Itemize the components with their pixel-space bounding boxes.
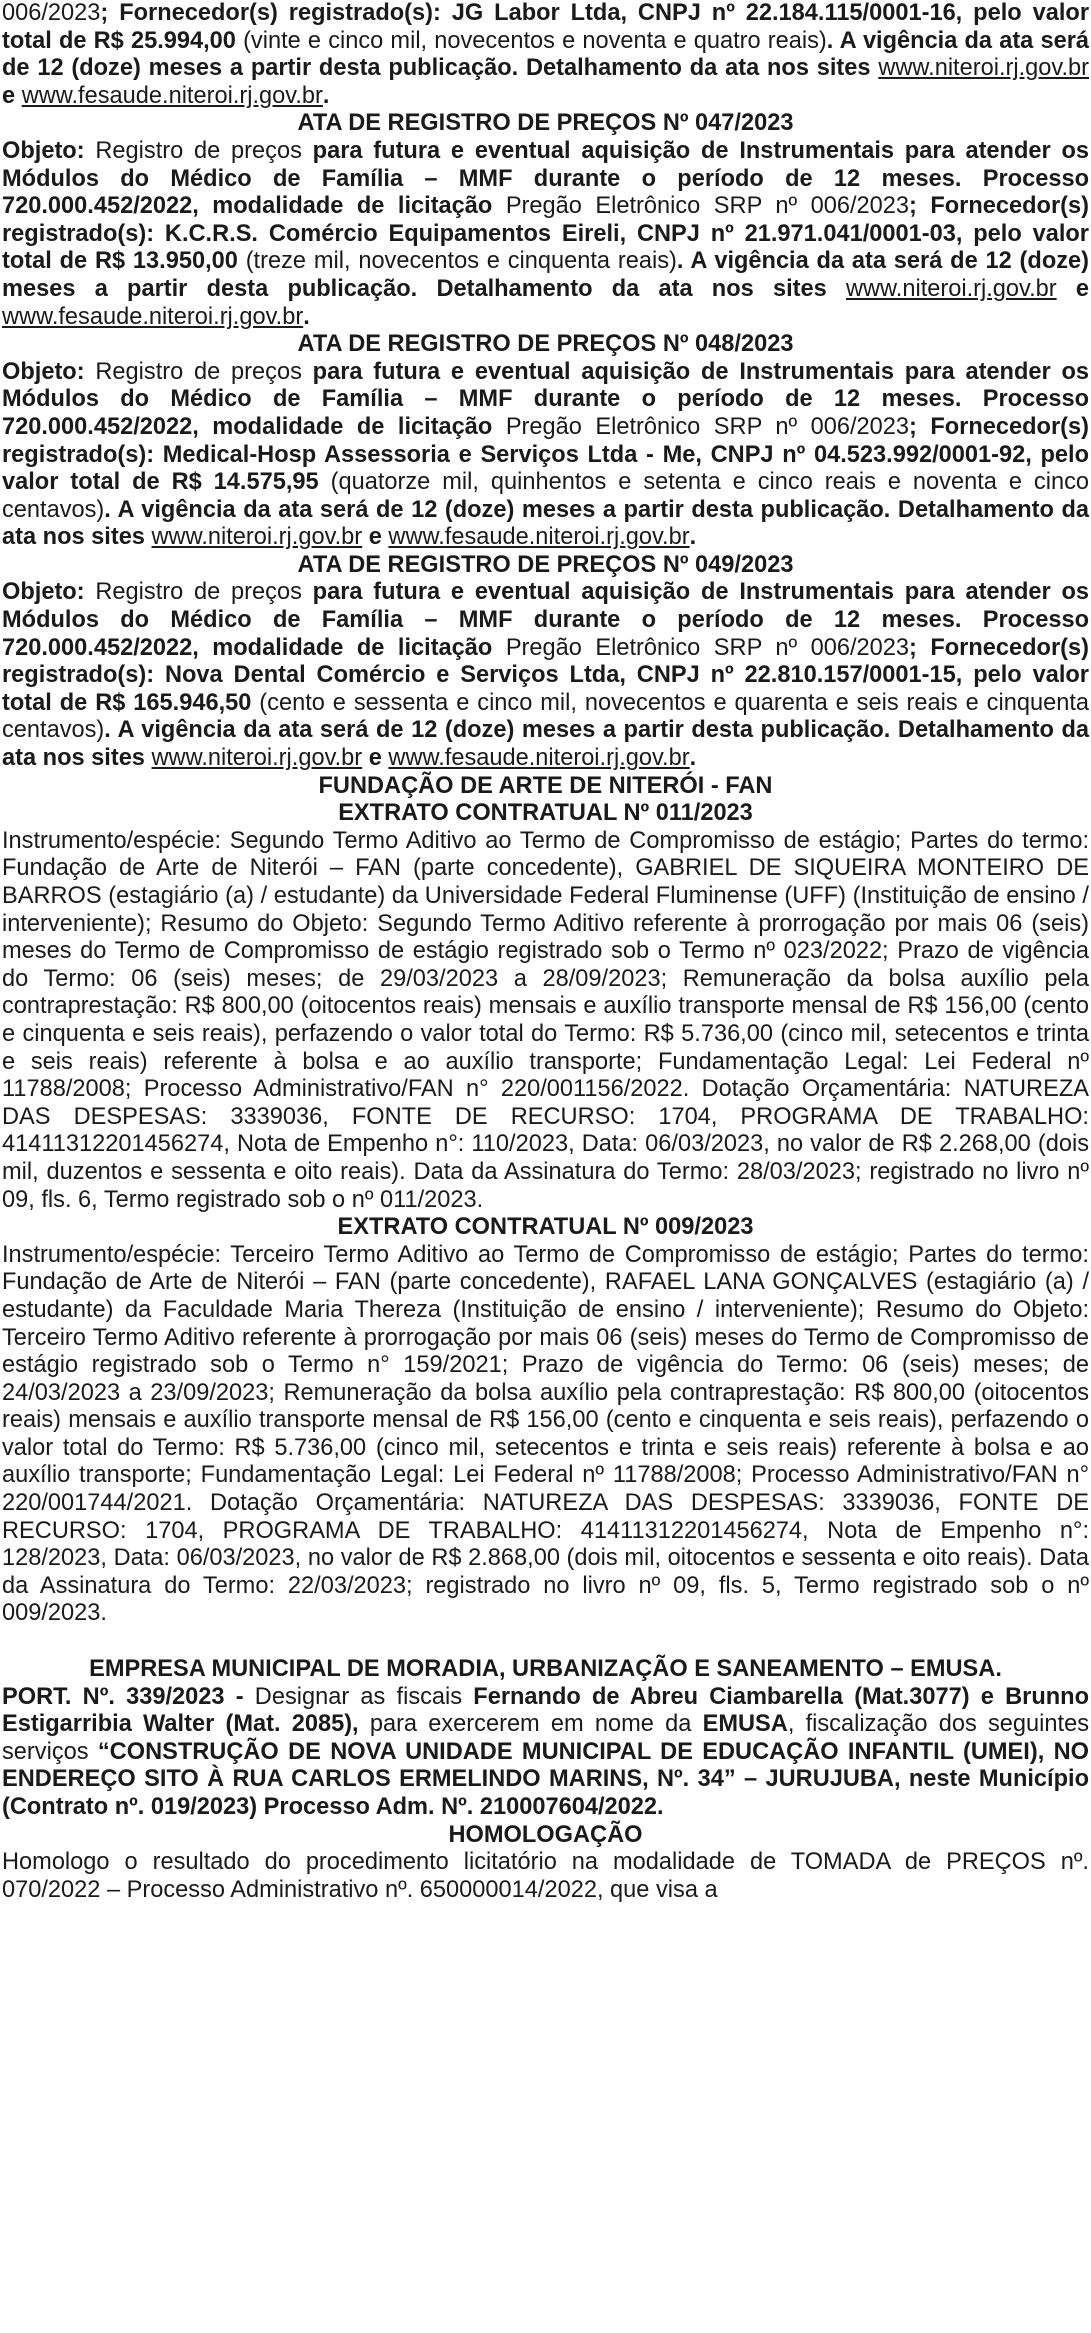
period-text: . <box>689 745 697 772</box>
fesaude-site-link[interactable]: www.fesaude.niteroi.rj.gov.br <box>2 303 304 330</box>
homologacao-title: HOMOLOGAÇÃO <box>448 1821 643 1848</box>
extrato-011-title: EXTRATO CONTRATUAL Nº 011/2023 <box>338 800 753 827</box>
object-label: Objeto: <box>2 358 85 385</box>
fan-org-title: FUNDAÇÃO DE ARTE DE NITERÓI - FAN <box>318 772 773 799</box>
ata-049-title: ATA DE REGISTRO DE PREÇOS Nº 049/2023 <box>297 551 794 578</box>
ata-046-tail <box>2 0 1089 110</box>
object-detail: para futura e eventual aquisição de Instrumentais para atender os Módulos do Médico de Família – MMF durante o período de 12 meses. Processo 720.000.452/2022, modalidade de licitação <box>2 358 1089 440</box>
homologacao-body: Homologo o resultado do procedimento licitatório na modalidade de TOMADA de PREÇOS nº. 070/2022 – Processo Administrativo nº. 650000014/2022, que visa a <box>2 1849 1089 1903</box>
inspectors-names: Fernando de Abreu Ciambarella (Mat.3077) e Brunno Estigarribia Walter (Mat. 2085), <box>2 1683 1089 1738</box>
ata-047-body <box>2 138 1089 331</box>
period-text: . <box>303 303 310 330</box>
designate-text: Designar as fiscais <box>243 1683 474 1710</box>
object-label: Objeto: <box>2 137 85 164</box>
emusa-portaria-body <box>2 1684 1089 1822</box>
section-spacer <box>2 1628 1089 1656</box>
fesaude-site-link[interactable]: www.fesaude.niteroi.rj.gov.br <box>21 82 323 109</box>
supplier-text: ; Fornecedor(s) registrado(s): K.C.R.S. Comércio Equipamentos Eireli, CNPJ nº 21.971.041/0001-03, pelo valor total de R$ 13.950,00 <box>2 193 1089 275</box>
modality-text: Pregão Eletrônico SRP nº 006/2023 <box>492 413 910 440</box>
niteroi-site-link[interactable]: www.niteroi.rj.gov.br <box>878 55 1089 82</box>
extrato-011-body: Instrumento/espécie: Segundo Termo Aditivo ao Termo de Compromisso de estágio; Partes do termo: Fundação de Arte de Niterói – FAN (parte concedente), GABRIEL DE SIQUEIRA MONTEIRO DE BARROS (estagiário (a) / estudante) da Universidade Federal Fluminense (UFF) (Instituição de ensino / interveniente); Resumo do Objeto: Segundo Termo Aditivo referente à prorrogação por mais 06 (seis) meses do Termo de Compromisso de estágio registrado sob o Termo nº 023/2022; Prazo de vigência do Termo: 06 (seis) meses; de 29/03/2023 a 28/09/2023; Remuneração da bolsa auxílio pela contraprestação: R$ 800,00 (oitocentos reais) mensais e auxílio transporte mensal de R$ 156,00 (cento e cinquenta e seis reais), perfazendo o valor total do Termo: R$ 5.736,00 (cinco mil, setecentos e trinta e seis reais) referente à bolsa e ao auxílio transporte; Fundamentação Legal: Lei Federal nº 11788/2008; Processo Administrativo/FAN n° 220/001156/2022. Dotação Orçamentária: NATUREZA DAS DESPESAS: 3339036, FONTE DE RECURSO: 1704, PROGRAMA DE TRABALHO: 41411312201456274, Nota de Empenho n°: 110/2023, Data: 06/03/2023, no valor de R$ 2.268,00 (dois mil, duzentos e sessenta e oito reais). Data da Assinatura do Termo: 28/03/2023; registrado no livro nº 09, fls. 6, Termo registrado sob o nº 011/2023. <box>2 827 1089 1213</box>
modality-text: Pregão Eletrônico SRP nº 006/2023 <box>492 193 910 220</box>
object-text: Registro de preços <box>84 358 313 385</box>
validity-text: . A vigência da ata será de 12 (doze) meses a partir desta publicação. Detalhamento da ata nos sites <box>2 248 1090 302</box>
niteroi-site-link[interactable]: www.niteroi.rj.gov.br <box>151 745 363 772</box>
object-detail: para futura e eventual aquisição de Instrumentais para atender os Módulos do Médico de Família – MMF durante o período de 12 meses. Processo 720.000.452/2022, modalidade de licitação <box>2 579 1089 661</box>
period-text: . <box>689 524 697 551</box>
portaria-number: PORT. Nº. 339/2023 - <box>2 1683 244 1710</box>
emusa-org-title: EMPRESA MUNICIPAL DE MORADIA, URBANIZAÇÃO E SANEAMENTO – EMUSA. <box>89 1656 1002 1683</box>
conjunction-text: e <box>2 82 22 109</box>
niteroi-site-link[interactable]: www.niteroi.rj.gov.br <box>151 524 363 551</box>
ata-048-title: ATA DE REGISTRO DE PREÇOS Nº 048/2023 <box>297 331 794 358</box>
conjunction-text: e <box>362 745 389 772</box>
validity-text: . A vigência da ata será de 12 (doze) meses a partir desta publicação. Detalhamento da ata nos sites <box>2 27 1089 82</box>
construction-description: “CONSTRUÇÃO DE NOVA UNIDADE MUNICIPAL DE EDUCAÇÃO INFANTIL (UMEI), NO ENDEREÇO SITO À RUA CARLOS ERMELINDO MARINS, Nº. 34” – JURUJUBA, neste Município (Contrato nº. 019/2023) Processo Adm. Nº. 210007604/2022. <box>2 1738 1089 1820</box>
emusa-name: EMUSA <box>702 1711 788 1738</box>
supplier-text: ; Fornecedor(s) registrado(s): Nova Dental Comércio e Serviços Ltda, CNPJ nº 22.810.157/0001-15, pelo valor total de R$ 165.946,50 <box>2 634 1089 716</box>
ata-049-body <box>2 579 1089 772</box>
extrato-009-title: EXTRATO CONTRATUAL Nº 009/2023 <box>337 1214 754 1241</box>
conjunction-text: e <box>1056 275 1089 302</box>
value-words: (vinte e cinco mil, novecentos e noventa e quatro reais) <box>235 27 827 54</box>
value-words: (treze mil, novecentos e cinquenta reais) <box>237 248 677 275</box>
extrato-009-body: Instrumento/espécie: Terceiro Termo Aditivo ao Termo de Compromisso de estágio; Partes do termo: Fundação de Arte de Niterói – FAN (parte concedente), RAFAEL LANA GONÇALVES (estagiário (a) / estudante) da Faculdade Maria Thereza (Instituição de ensino / interveniente); Resumo do Objeto: Terceiro Termo Aditivo referente à prorrogação por mais 06 (seis) meses do Termo de Compromisso de estágio registrado sob o Termo n° 159/2021; Prazo de vigência do Termo: 06 (seis) meses; de 24/03/2023 a 23/09/2023; Remuneração da bolsa auxílio pela contraprestação: R$ 800,00 (oitocentos reais) mensais e auxílio transporte mensal de R$ 156,00 (cento e cinquenta e seis reais), perfazendo o valor total do Termo: R$ 5.736,00 (cinco mil, setecentos e trinta e seis reais) referente à bolsa e ao auxílio transporte; Fundamentação Legal: Lei Federal nº 11788/2008; Processo Administrativo/FAN n° 220/001744/2021. Dotação Orçamentária: NATUREZA DAS DESPESAS: 3339036, FONTE DE RECURSO: 1704, PROGRAMA DE TRABALHO: 41411312201456274, Nota de Empenho n°: 128/2023, Data: 06/03/2023, no valor de R$ 2.868,00 (dois mil, oitocentos e sessenta e oito reais). Data da Assinatura do Termo: 22/03/2023; registrado no livro nº 09, fls. 5, Termo registrado sob o nº 009/2023. <box>2 1241 1089 1627</box>
validity-text: . A vigência da ata será de 12 (doze) meses a partir desta publicação. Detalhamento da ata nos sites <box>2 496 1089 551</box>
value-words: (quatorze mil, quinhentos e setenta e cinco reais e noventa e cinco centavos) <box>2 469 1089 523</box>
supplier-text: ; Fornecedor(s) registrado(s): Medical-Hosp Assessoria e Serviços Ltda - Me, CNPJ nº 04.523.992/0001-92, pelo valor total de R$ 14.575,95 <box>2 413 1089 496</box>
object-detail: para futura e eventual aquisição de Instrumentais para atender os Módulos do Médico de Família – MMF durante o período de 12 meses. Processo 720.000.452/2022, modalidade de licitação <box>2 137 1089 220</box>
validity-text: . A vigência da ata será de 12 (doze) meses a partir desta publicação. Detalhamento da ata nos sites <box>2 717 1089 772</box>
services-text: , fiscalização dos seguintes serviços <box>2 1711 1089 1765</box>
fesaude-site-link[interactable]: www.fesaude.niteroi.rj.gov.br <box>388 745 690 772</box>
object-label: Objeto: <box>2 579 85 606</box>
modality-text: Pregão Eletrônico SRP nº 006/2023 <box>492 634 910 661</box>
object-text: Registro de preços <box>84 579 313 606</box>
object-text: Registro de preços <box>84 137 313 164</box>
ata-048-body <box>2 359 1089 552</box>
niteroi-site-link[interactable]: www.niteroi.rj.gov.br <box>845 275 1057 302</box>
process-text: 006/2023 <box>2 0 101 26</box>
ata-047-title: ATA DE REGISTRO DE PREÇOS Nº 047/2023 <box>297 110 794 137</box>
fesaude-site-link[interactable]: www.fesaude.niteroi.rj.gov.br <box>388 524 690 551</box>
conjunction-text: e <box>362 524 389 551</box>
value-words: (cento e sessenta e cinco mil, novecentos e quarenta e seis reais e cinquenta centavos) <box>2 689 1089 744</box>
on-behalf-text: para exercerem em nome da <box>358 1711 703 1738</box>
period-text: . <box>322 82 330 109</box>
supplier-text: ; Fornecedor(s) registrado(s): JG Labor Ltda, CNPJ nº 22.184.115/0001-16, pelo valor total de R$ 25.994,00 <box>2 0 1089 54</box>
